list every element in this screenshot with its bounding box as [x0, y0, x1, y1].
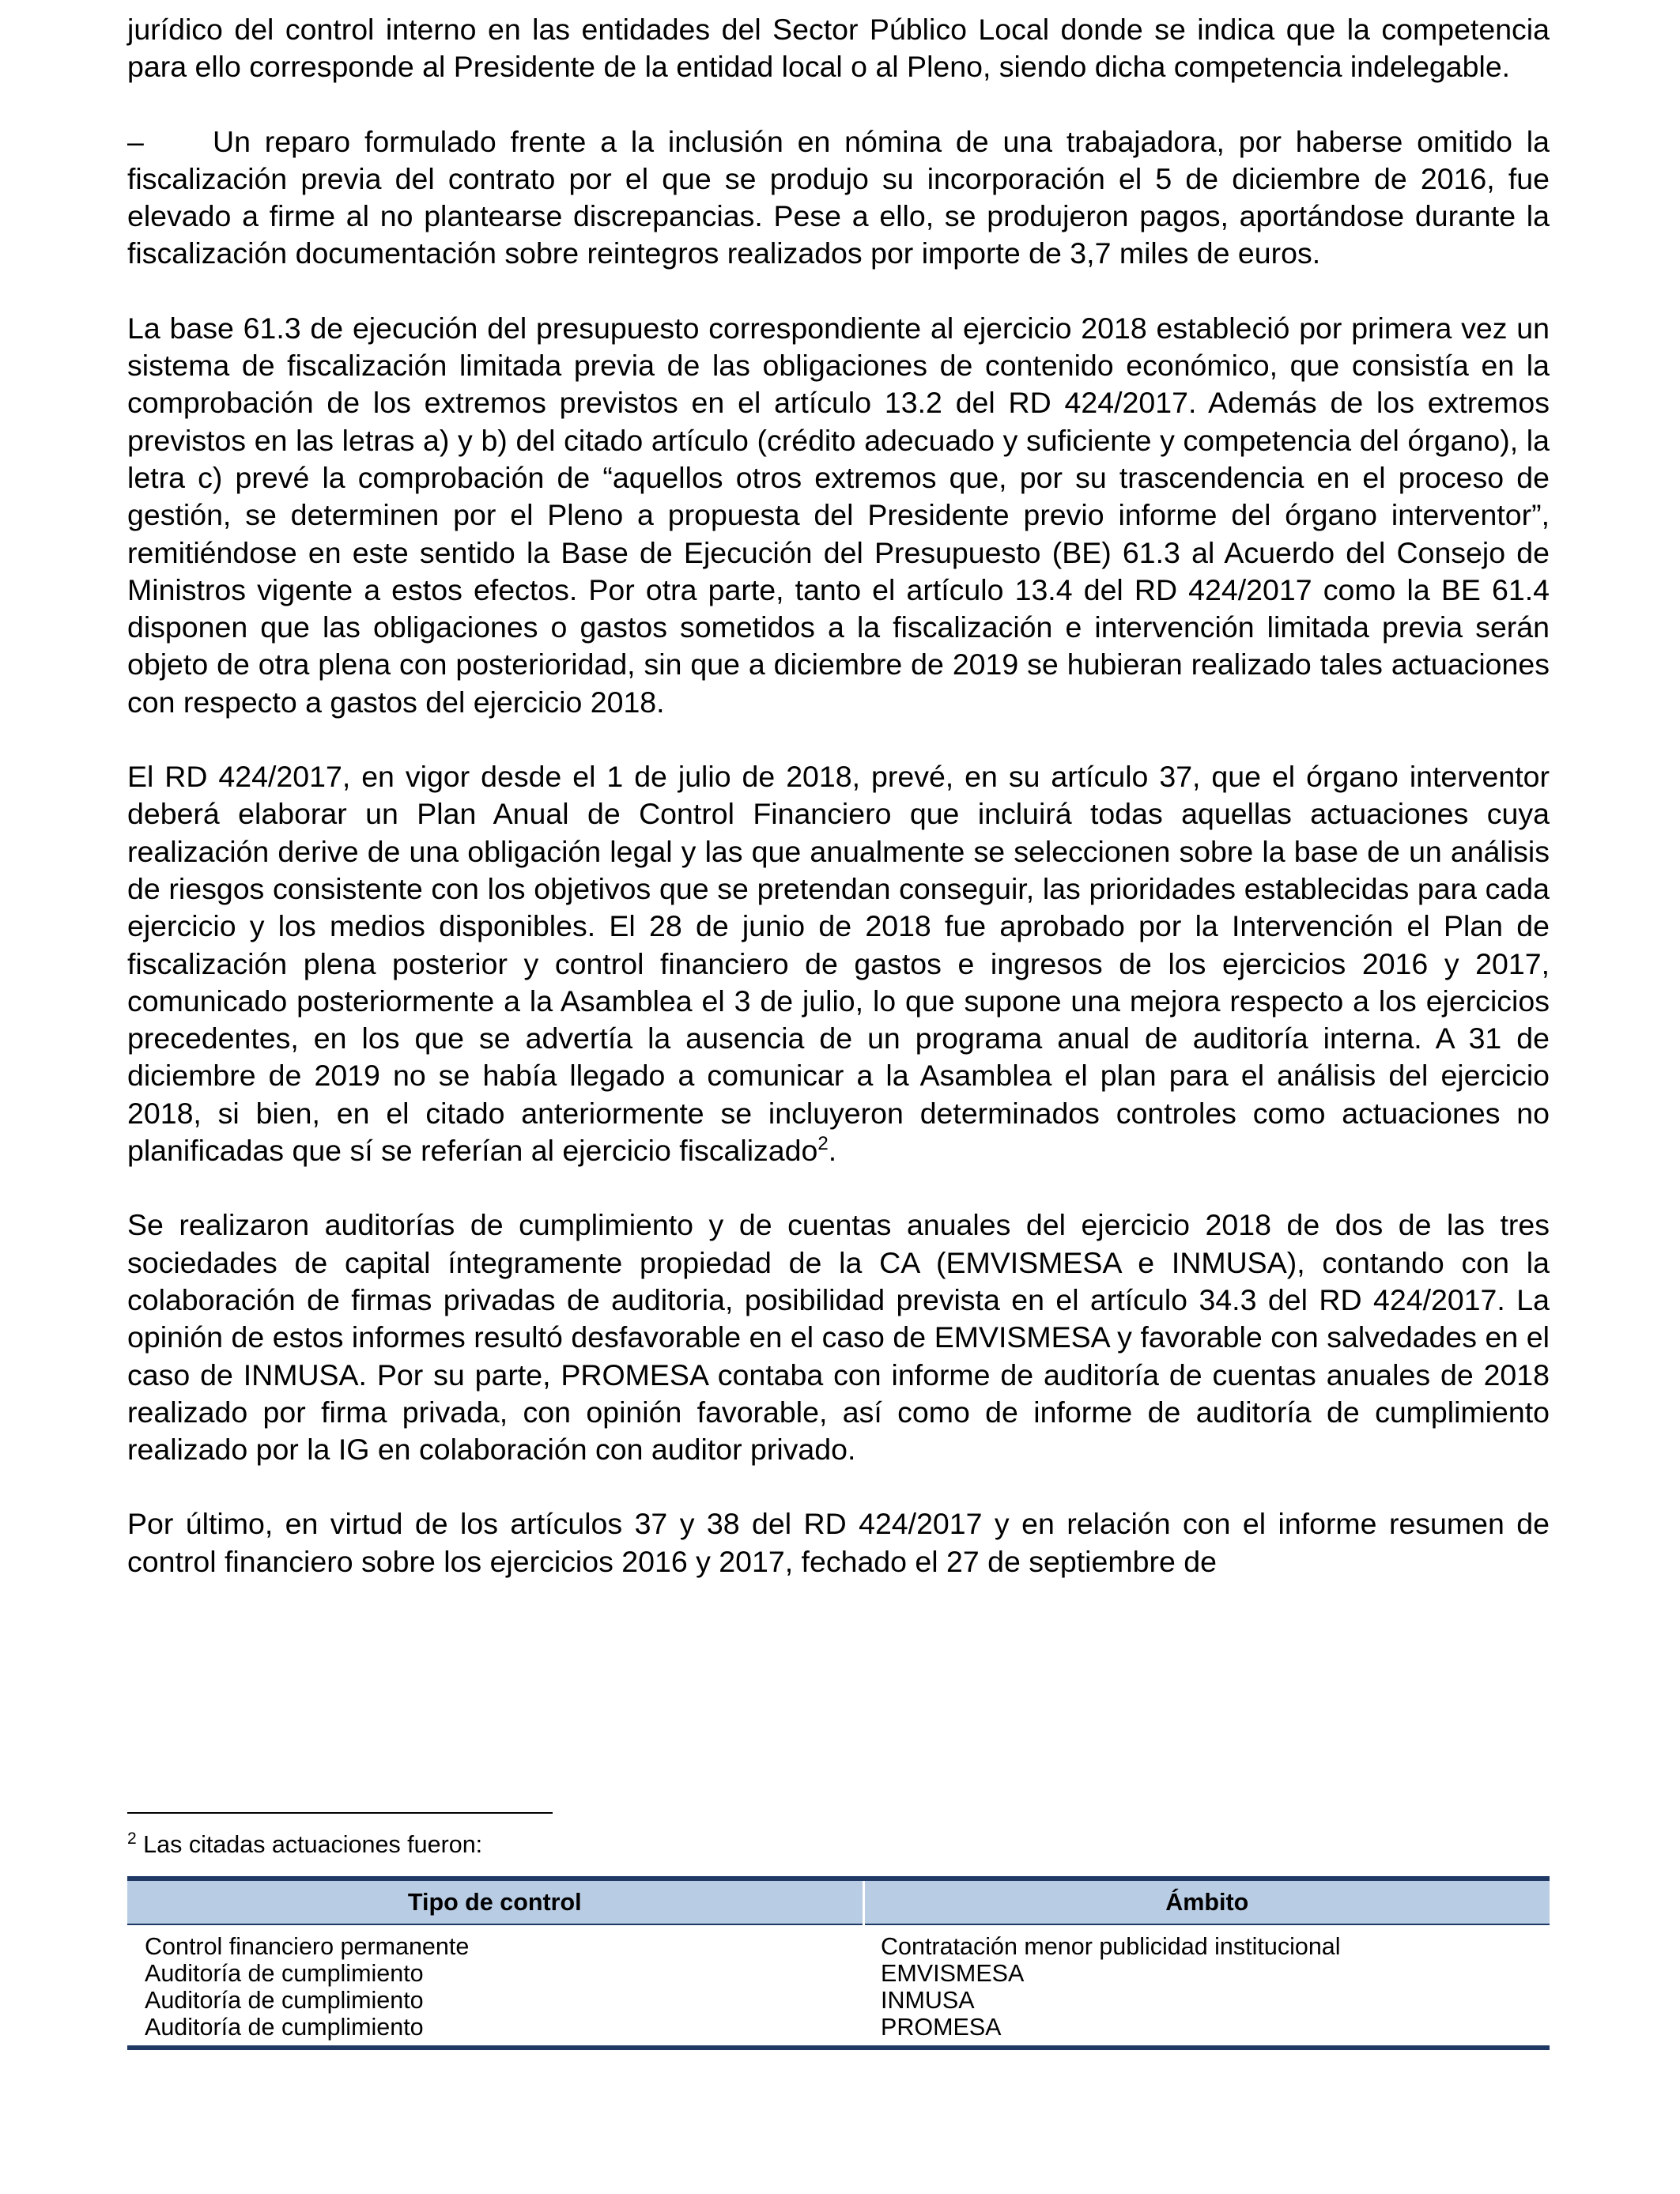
paragraph-2-text: Un reparo formulado frente a la inclusión en nómina de una trabajadora, por haberse omitido la fiscalización previa del contrato por el que se produjo su incorporación el 5 de diciembre de 2016, fue elevado a firme al no plantearse discrepancias. Pese a ello, se produjeron pagos, aportándose durante la fiscalización documentación sobre reintegros realizados por importe de 3,7 miles de euros. [127, 124, 1550, 270]
paragraph-1: jurídico del control interno en las entidades del Sector Público Local donde se indica que la competencia para ello corresponde al Presidente de la entidad local o al Pleno, siendo dicha competencia indelegable. [127, 13, 1550, 84]
table-cell: EMVISMESA [881, 1960, 1025, 1987]
paragraph-3: La base 61.3 de ejecución del presupuesto correspondiente al ejercicio 2018 estableció por primera vez un sistema de fiscalización limitada previa de las obligaciones de contenido económico, que consistía en la comprobación de los extremos previstos en el artículo 13.2 del RD 424/2017. Además de los extremos previstos en las letras a) y b) del citado artículo (crédito adecuado y suficiente y competencia del órgano), la letra c) prevé la comprobación de “aquellos otros extremos que, por su trascendencia en el proceso de gestión, se determinen por el Pleno a propuesta del Presidente previo informe del órgano interventor”, remitiéndose en este sentido la Base de Ejecución del Presupuesto (BE) 61.3 al Acuerdo del Consejo de Ministros vigente a estos efectos. Por otra parte, tanto el artículo 13.4 del RD 424/2017 como la BE 61.4 disponen que las obligaciones o gastos sometidos a la fiscalización e intervención limitada previa serán objeto de otra plena con posterioridad, sin que a diciembre de 2019 se hubieran realizado tales actuaciones con respecto a gastos del ejercicio 2018. [127, 311, 1550, 719]
footnote-reference[interactable]: 2 [817, 1133, 829, 1155]
table-header-row [127, 1879, 1550, 1924]
document-body [127, 11, 1550, 1580]
paragraph-4 [127, 758, 1550, 1169]
paragraph-4-text: El RD 424/2017, en vigor desde el 1 de julio de 2018, prevé, en su artículo 37, que el órgano interventor deberá elaborar un Plan Anual de Control Financiero que incluirá todas aquellas actuaciones cuya realización derive de una obligación legal y las que anualmente se seleccionen sobre la base de un análisis de riesgos consistente con los objetivos que se pretendan conseguir, las prioridades establecidas para cada ejercicio y los medios disponibles. El 28 de junio de 2018 fue aprobado por la Intervención el Plan de fiscalización plena posterior y control financiero de gastos e ingresos de los ejercicios 2016 y 2017, comunicado posteriormente a la Asamblea el 3 de julio, lo que supone una mejora respecto a los ejercicios precedentes, en los que se advertía la ausencia de un programa anual de auditoría interna. A 31 de diciembre de 2019 no se había llegado a comunicar a la Asamblea el plan para el análisis del ejercicio 2018, si bien, en el citado anteriormente se incluyeron determinados controles como actuaciones no planificadas que sí se referían al ejercicio fiscalizado [127, 760, 1550, 1168]
table-cell: INMUSA [881, 1987, 975, 2014]
table-cell: Auditoría de cumplimiento [127, 2014, 863, 2048]
footnote-text: Las citadas actuaciones fueron: [143, 1831, 483, 1858]
dash-bullet-marker: – [127, 124, 144, 158]
paragraph-spacer [127, 1468, 1550, 1505]
paragraph-spacer [127, 721, 1550, 758]
table-cell: Auditoría de cumplimiento [145, 1960, 424, 1987]
paragraph-spacer [127, 1169, 1550, 1207]
table-cell: PROMESA [863, 2014, 1550, 2048]
paragraph-4-end: . [828, 1134, 837, 1168]
footnote [127, 1830, 482, 1860]
table-cell: Auditoría de cumplimiento [145, 1987, 424, 2014]
footnote-number: 2 [127, 1830, 137, 1848]
paragraph-2-bullet [127, 123, 1550, 273]
paragraph-spacer [127, 86, 1550, 123]
table-row [127, 1960, 1550, 1987]
table-row [127, 1924, 1550, 1960]
footnote-separator [127, 1812, 553, 1814]
table-cell: Control financiero permanente [145, 1933, 470, 1960]
table-row [127, 1987, 1550, 2014]
paragraph-spacer [127, 273, 1550, 310]
table-header-ambito: Ámbito [863, 1879, 1550, 1924]
table-header-tipo: Tipo de control [127, 1879, 863, 1924]
table-row [127, 2014, 1550, 2048]
paragraph-5: Se realizaron auditorías de cumplimiento y de cuentas anuales del ejercicio 2018 de dos de las tres sociedades de capital íntegramente propiedad de la CA (EMVISMESA e INMUSA), contando con la colaboración de firmas privadas de auditoria, posibilidad prevista en el artículo 34.3 del RD 424/2017. La opinión de estos informes resultó desfavorable en el caso de EMVISMESA y favorable con salvedades en el caso de INMUSA. Por su parte, PROMESA contaba con informe de auditoría de cuentas anuales de 2018 realizado por firma privada, con opinión favorable, así como de informe de auditoría de cumplimiento realizado por la IG en colaboración con auditor privado. [127, 1208, 1550, 1467]
table-cell: Contratación menor publicidad institucional [881, 1933, 1341, 1960]
paragraph-6: Por último, en virtud de los artículos 37 y 38 del RD 424/2017 y en relación con el informe resumen de control financiero sobre los ejercicios 2016 y 2017, fechado el 27 de septiembre de [127, 1507, 1550, 1578]
footnote-table [127, 1876, 1550, 2050]
